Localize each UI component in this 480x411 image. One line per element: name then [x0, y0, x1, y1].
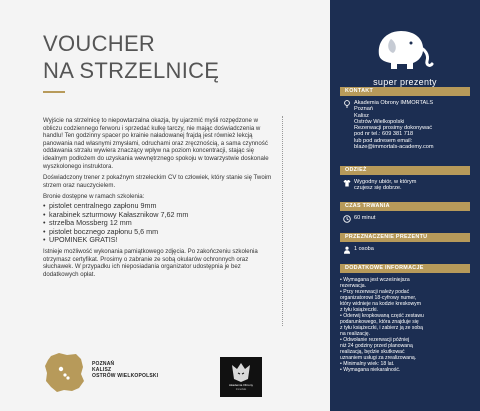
city-name: POZNAŃ — [92, 361, 115, 367]
contact-section — [340, 87, 470, 150]
city-name: KALISZ — [92, 367, 112, 373]
list-item: uznaniem usługi za zrealizowaną. — [340, 355, 417, 361]
title-divider — [43, 91, 65, 93]
list-item: realizacją, będzie skutkować — [340, 349, 405, 355]
clock-icon — [343, 215, 351, 223]
weapons-intro: Bronie dostępne w ramach szkolenia: — [43, 193, 145, 201]
contact-line: Poznań — [354, 106, 373, 113]
description — [43, 117, 275, 282]
contact-phone: pod nr tel.: 609 381 718 — [354, 131, 414, 138]
dress-line: Wygodny ubiór, w którym — [354, 179, 417, 185]
participants-section — [340, 233, 470, 252]
info-section — [340, 264, 470, 373]
info-list — [340, 277, 470, 373]
description-paragraph-1: Wyjście na strzelnicę to niepowtarzalna okazja, by ujarzmić myśli rozpędzone w obliczu codziennego ferworu i sprzedać kulkę tarczy, nie mając doświadczenia w handlu! Ten godzinny spacer po krainie naładowanej frajdą jest również lekcją panowania nad własnymi zmysłami, odruchami oraz zręcznością, a sama czynność oddawania strzału wywiera znaczący wpływ na poziom koncentracji, stając się idealnym podłożem do uzyskania wewnętrznego spokoju w towarzystwie doskonale wyszkolonego instruktora. — [43, 117, 269, 170]
description-paragraph-3: Istnieje możliwość wykonania pamiątkowego zdjęcia. Po zakończeniu szkolenia otrzymasz certyfikat. Prosimy o zabranie ze sobą okularów ochronnych oraz słuchawek. W przypadku ich nieposiadania organizator udostępnia je bez dodatkowych opłat. — [43, 247, 258, 278]
list-item: • Wymagana niekaralność. — [340, 367, 401, 373]
wolf-head-icon — [220, 357, 262, 383]
participants-row — [340, 246, 470, 252]
dress-line: czujesz się dobrze. — [354, 185, 402, 192]
city-list — [92, 361, 158, 379]
poland-map-icon — [43, 350, 85, 394]
contact-line: Akademia Obrony IMMORTALS — [354, 100, 434, 106]
contact-heading: KONTAKT — [340, 87, 470, 96]
list-item: • Oderwij kropkowaną część zestawu — [340, 313, 424, 319]
list-item: • Przy rezerwacji należy podać — [340, 289, 410, 295]
right-panel — [330, 0, 480, 411]
list-item: • pistolet bocznego zapłonu 5,6 mm — [43, 228, 275, 237]
list-item: na realizację. — [340, 331, 371, 337]
map-marker-icon — [59, 367, 63, 371]
weapons-list — [43, 202, 275, 245]
participants-heading: PRZEZNACZENIE PREZENTU — [340, 233, 470, 242]
title-line-1: VOUCHER — [43, 31, 156, 56]
contact-line: Kalisz — [354, 112, 369, 119]
list-item: z tyłu książeczki, i zabierz ją ze sobą — [340, 325, 423, 331]
footer — [43, 350, 293, 400]
list-item: • UPOMINEK GRATIS! — [43, 236, 275, 245]
list-item: • pistolet centralnego zapłonu 9mm — [43, 202, 275, 211]
dress-heading: ODZIEŻ — [340, 166, 470, 175]
elephant-logo-icon — [367, 25, 437, 71]
academy-name: Akademia Obrony — [228, 383, 253, 387]
duration-section — [340, 202, 470, 221]
list-item: podarunkowego, która znajduje się — [340, 319, 419, 325]
list-item: • Wymagana jest wcześniejsza — [340, 277, 410, 283]
duration-value: 60 minut — [354, 215, 376, 221]
duration-row — [340, 215, 470, 221]
list-item: rezerwacja. — [340, 283, 367, 289]
tear-line-divider — [282, 116, 283, 326]
title-line-2: NA STRZELNICĘ — [43, 58, 220, 83]
list-item: z tyłu książeczki. — [340, 307, 378, 313]
contact-line: lub pod adresem email: — [354, 137, 413, 144]
page-title — [43, 30, 219, 84]
info-heading: DODATKOWE INFORMACJE — [340, 264, 470, 273]
duration-heading: CZAS TRWANIA — [340, 202, 470, 211]
contact-line: Rezerwacji prosimy dokonywać — [354, 125, 433, 132]
contact-row — [340, 100, 470, 150]
list-item: niż 24 godziny przed planowaną — [340, 343, 413, 349]
brand-name: super prezenty — [373, 77, 437, 87]
list-item: • strzelba Mossberg 12 mm — [43, 219, 275, 228]
list-item: • karabinek szturmowy Kałasznikow 7,62 mm — [43, 211, 275, 220]
academy-logo — [220, 357, 262, 397]
list-item: • Odwołanie rezerwacji później — [340, 337, 410, 343]
dress-text — [354, 179, 470, 192]
list-item: organizatorowi 18-cyfrowy numer, — [340, 295, 417, 301]
list-item: który widnieje na kodzie kreskowym — [340, 301, 421, 307]
list-item: • Minimalny wiek: 18 lat. — [340, 361, 395, 367]
dress-row — [340, 179, 470, 192]
participants-value: 1 osoba — [354, 246, 374, 252]
contact-details — [354, 100, 470, 150]
person-icon — [343, 246, 351, 254]
shirt-icon — [343, 179, 351, 187]
academy-subtitle: Immortals — [235, 388, 247, 391]
location-icon — [343, 100, 351, 108]
dress-section — [340, 166, 470, 192]
description-paragraph-2: Doświadczony trener z pokaźnym strzeleckim CV to człowiek, który stanie się Twoim strzem oraz nauczycielem. — [43, 174, 272, 189]
contact-email: blaze@immortals-academy.com — [354, 144, 434, 151]
contact-line: Ostrów Wielkopolski — [354, 118, 405, 125]
city-name: OSTRÓW WIELKOPOLSKI — [92, 373, 159, 379]
